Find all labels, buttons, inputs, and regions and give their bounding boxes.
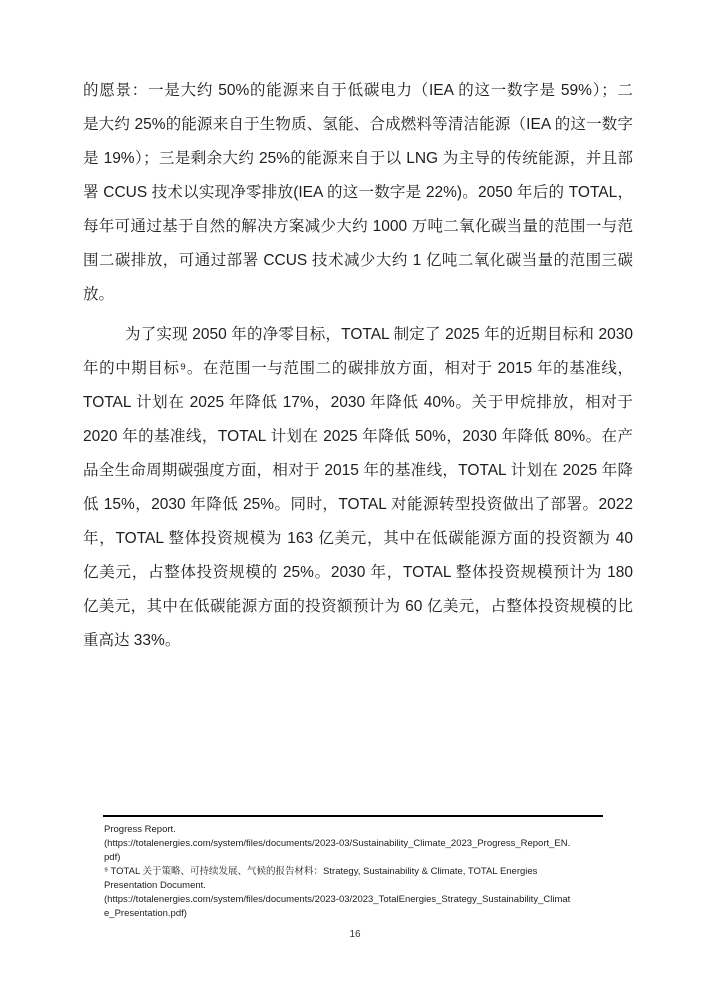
text-line: 放。	[83, 286, 115, 303]
footnotes-block	[104, 823, 614, 921]
text-line: 亿美元，其中在低碳能源方面的投资额预计为 60 亿美元，占整体投资规模的比	[83, 598, 633, 615]
footnote-url: (https://totalenergies.com/system/files/documents/2023-03/2023_TotalEnergies_Strategy_Sustainability_Climat	[104, 894, 571, 905]
text-line: 围二碳排放，可通过部署 CCUS 技术减少大约 1 亿吨二氧化碳当量的范围三碳	[83, 252, 633, 269]
footnote-line: Progress Report.	[104, 824, 176, 835]
text-line: 是 19%）；三是剩余大约 25%的能源来自于以 LNG 为主导的传统能源，并且部	[83, 150, 633, 167]
paragraph-1	[83, 74, 633, 312]
footnote-url: pdf)	[104, 852, 121, 863]
text-line: 署 CCUS 技术以实现净零排放(IEA 的这一数字是 22%)。2050 年后的 TOTAL，	[83, 184, 633, 201]
footnote-line: ⁹ TOTAL 关于策略、可持续发展、气候的报告材料：Strategy, Sustainability & Climate, TOTAL Energies	[104, 866, 538, 877]
footnote-separator	[103, 815, 603, 817]
page-number: 16	[349, 929, 361, 940]
paragraph-2	[83, 318, 633, 658]
text-line: 年的中期目标⁹。在范围一与范围二的碳排放方面，相对于 2015 年的基准线，	[83, 360, 633, 377]
text-line: 品全生命周期碳强度方面，相对于 2015 年的基准线，TOTAL 计划在 2025 年降	[83, 462, 633, 479]
footnote-url: (https://totalenergies.com/system/files/documents/2023-03/Sustainability_Climate_2023_Progress_Report_EN.	[104, 838, 571, 849]
footnote-line: Presentation Document.	[104, 880, 206, 891]
text-line: 亿美元，占整体投资规模的 25%。2030 年，TOTAL 整体投资规模预计为 180	[83, 564, 633, 581]
text-line: 重高达 33%。	[83, 632, 181, 649]
text-line: 年，TOTAL 整体投资规模为 163 亿美元，其中在低碳能源方面的投资额为 40	[83, 530, 633, 547]
text-line: 为了实现 2050 年的净零目标，TOTAL 制定了 2025 年的近期目标和 2030	[125, 326, 633, 343]
text-line: 低 15%，2030 年降低 25%。同时，TOTAL 对能源转型投资做出了部署。2022	[83, 496, 633, 513]
body-text-block	[83, 74, 633, 658]
text-line: 2020 年的基准线，TOTAL 计划在 2025 年降低 50%，2030 年降低 80%。在产	[83, 428, 633, 445]
text-line: 是大约 25%的能源来自于生物质、氢能、合成燃料等清洁能源（IEA 的这一数字	[83, 116, 633, 133]
text-line: 每年可通过基于自然的解决方案减少大约 1000 万吨二氧化碳当量的范围一与范	[83, 218, 633, 235]
footnote-url: e_Presentation.pdf)	[104, 908, 187, 919]
text-line: 的愿景：一是大约 50%的能源来自于低碳电力（IEA 的这一数字是 59%）；二	[83, 82, 633, 99]
text-line: TOTAL 计划在 2025 年降低 17%，2030 年降低 40%。关于甲烷排放，相对于	[83, 394, 633, 411]
